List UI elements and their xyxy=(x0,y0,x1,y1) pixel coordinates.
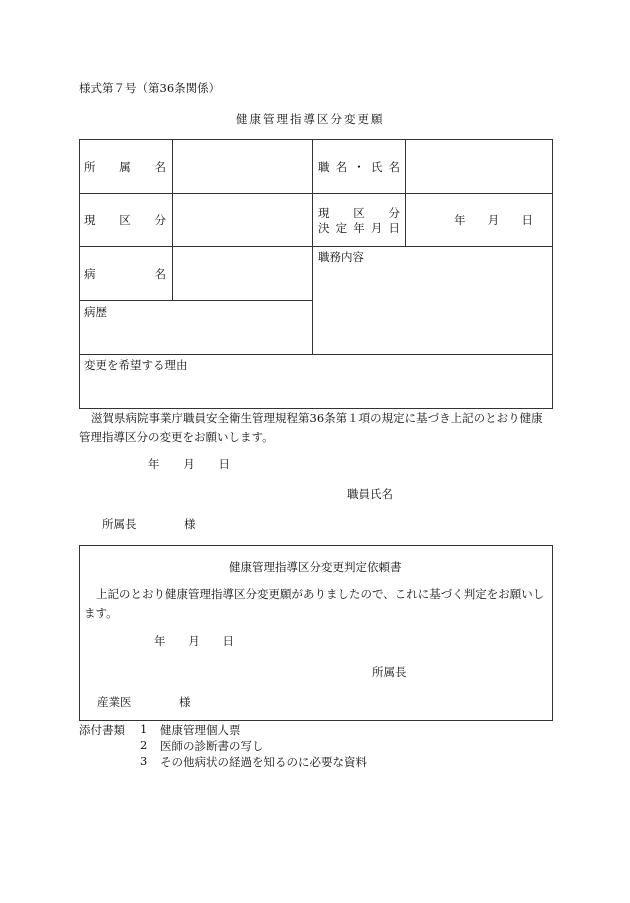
addressee-title: 所属長 xyxy=(102,517,137,531)
current-class-label: 現 区 分 xyxy=(84,213,166,227)
decision-label-row1: 現 区 分 xyxy=(318,206,400,220)
judgment-title: 健康管理指導区分変更判定依頼書 xyxy=(229,560,402,574)
position-name-field[interactable] xyxy=(406,140,552,193)
attachment-num-3: 3 xyxy=(140,754,148,768)
attachment-num-1: 1 xyxy=(140,722,148,736)
history-label: 病歴 xyxy=(84,305,107,319)
attachments-label: 添付書類 xyxy=(79,723,125,737)
affiliation-label: 所 属 名 xyxy=(84,160,166,174)
attachment-num-2: 2 xyxy=(140,738,148,752)
decision-label-row2: 決 定 年 月 日 xyxy=(318,221,400,235)
row-divider-3 xyxy=(79,300,313,301)
attachment-text-1: 健康管理個人票 xyxy=(160,723,241,737)
current-class-field[interactable] xyxy=(173,194,312,246)
affiliation-field[interactable] xyxy=(173,140,312,193)
judgment-addressee-title: 産業医 xyxy=(97,695,132,709)
col-divider-2 xyxy=(312,139,313,354)
form-title: 健康管理指導区分変更願 xyxy=(236,112,385,126)
row-divider-1 xyxy=(79,193,553,194)
judgment-date[interactable]: 年 月 日 xyxy=(154,634,234,648)
attachment-text-3: その他病状の経過を知るのに必要な資料 xyxy=(160,755,367,769)
judgment-text: 上記のとおり健康管理指導区分変更願がありましたので、これに基づく判定をお願いします。 xyxy=(84,587,545,620)
reason-label: 変更を希望する理由 xyxy=(84,358,188,372)
disease-label: 病 名 xyxy=(84,267,166,281)
disease-field[interactable] xyxy=(173,247,312,300)
judgment-addressee-honorific: 様 xyxy=(179,695,191,709)
position-name-label: 職 名 ・ 氏 名 xyxy=(318,160,400,174)
judgment-sender-label: 所属長 xyxy=(372,665,407,679)
addressee-honorific: 様 xyxy=(184,517,196,531)
employee-name-label: 職員氏名 xyxy=(347,487,393,501)
request-date[interactable]: 年 月 日 xyxy=(148,457,230,471)
attachment-text-2: 医師の診断書の写し xyxy=(160,739,264,753)
form-number: 様式第７号（第36条関係） xyxy=(79,81,221,95)
row-divider-2 xyxy=(79,246,553,247)
request-text: 滋賀県病院事業庁職員安全衛生管理規程第36条第１項の規定に基づき上記のとおり健康管理指導区分の変更をお願いします。 xyxy=(79,411,543,444)
duties-label: 職務内容 xyxy=(318,250,364,264)
row-divider-4 xyxy=(79,354,553,355)
decision-date[interactable]: 年 月 日 xyxy=(454,213,533,227)
